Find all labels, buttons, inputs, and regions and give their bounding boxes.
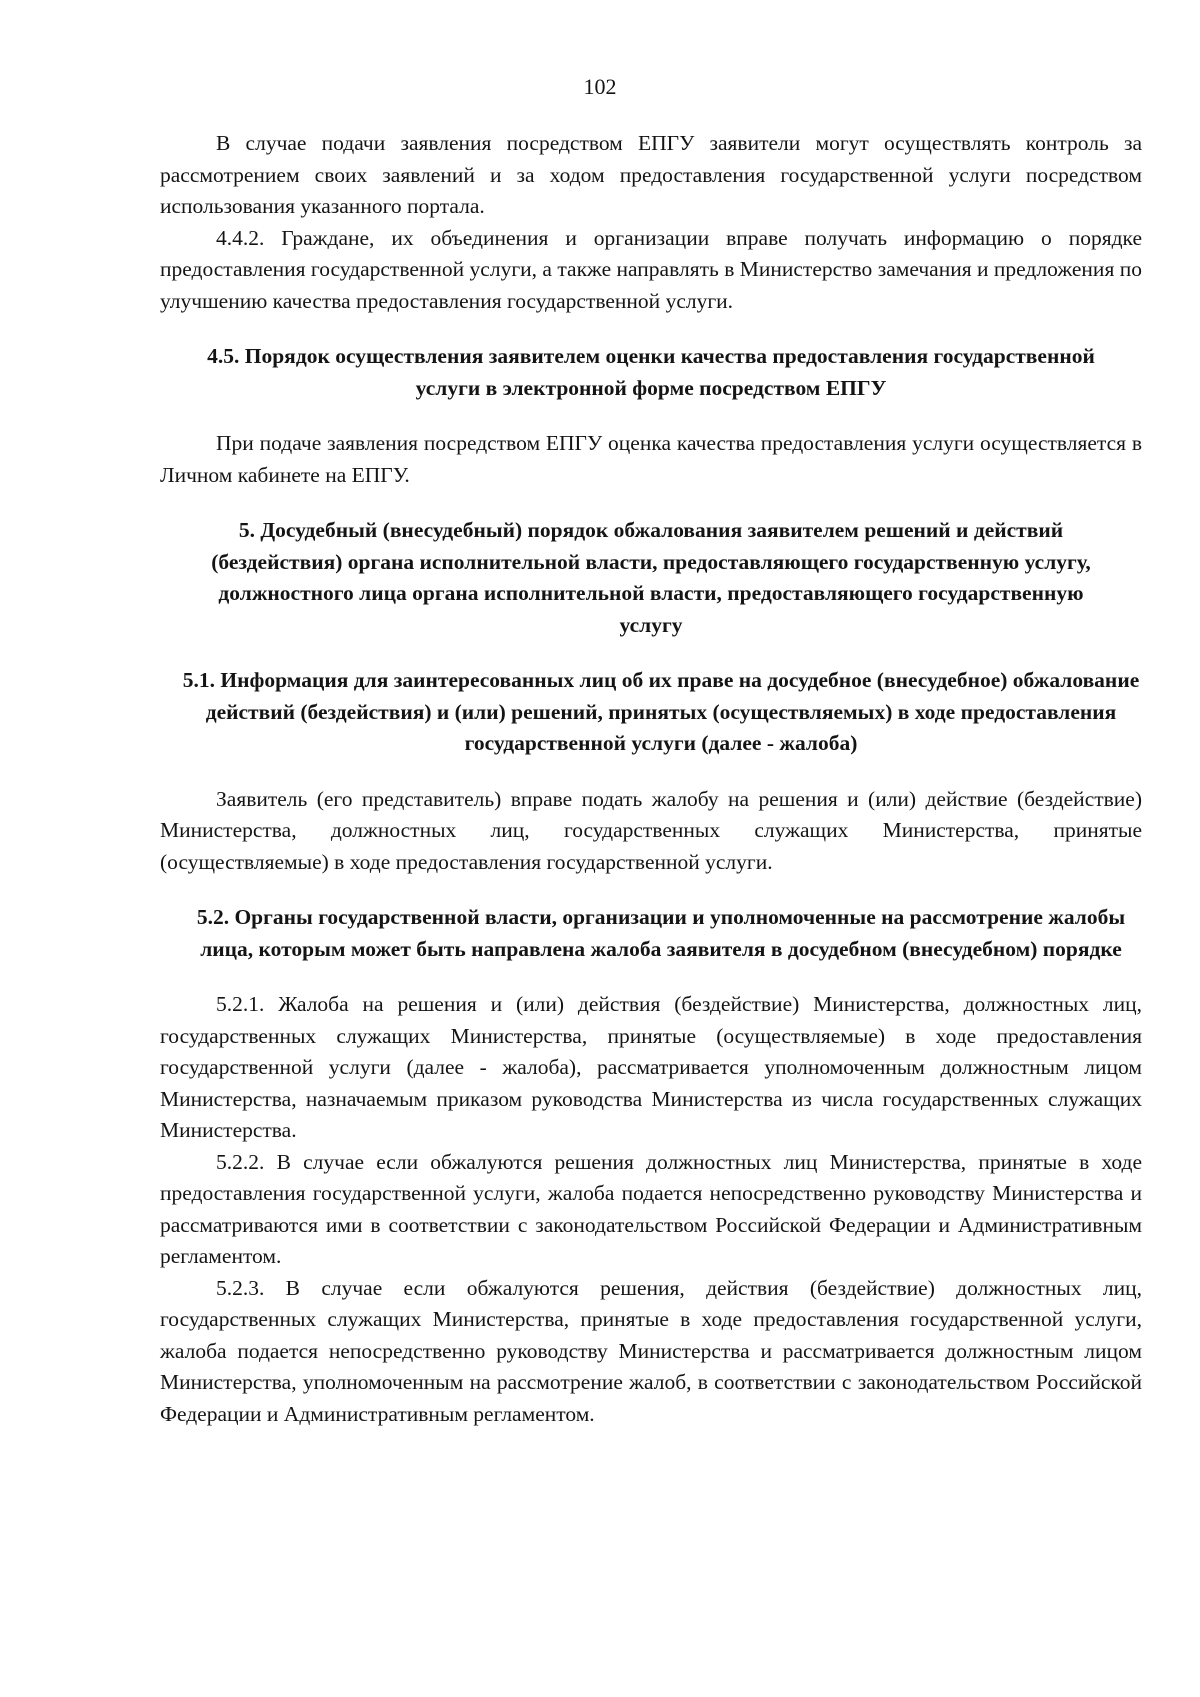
paragraph-5-2-1: 5.2.1. Жалоба на решения и (или) действия (бездействие) Министерства, должностных лиц, государственных служащих Министерства, принятые (осуществляемые) в ходе предоставления государственной услуги (далее - жалоба), рассматривается уполномоченным должностным лицом Министерства, назначаемым приказом руководства Министерства из числа государственных служащих Министерства. bbox=[160, 992, 1142, 1142]
paragraph-epgu-control: В случае подачи заявления посредством ЕПГУ заявители могут осуществлять контроль за рассмотрением своих заявлений и за ходом предоставления государственной услуги посредством использования указанного портала. bbox=[160, 131, 1142, 218]
paragraph-right-to-complain: Заявитель (его представитель) вправе подать жалобу на решения и (или) действие (бездействие) Министерства, должностных лиц, государственных служащих Министерства, принятые (осуществляемые) в ходе предоставления государственной услуги. bbox=[160, 786, 1142, 874]
heading-5-2: 5.2. Органы государственной власти, организации и уполномоченные на рассмотрение жалобы лица, которым может быть направлена жалоба заявителя в досудебном (внесудебном) порядке bbox=[196, 905, 1126, 961]
paragraph-5-2-3: 5.2.3. В случае если обжалуются решения, действия (бездействие) должностных лиц, государственных служащих Министерства, принятые в ходе предоставления государственной услуги, жалоба подается непосредственно руководству Министерства и рассматривается должностным лицом Министерства, уполномоченным на рассмотрение жалоб, в соответствии с законодательством Российской Федерации и Административным регламентом. bbox=[160, 1275, 1142, 1426]
heading-4-5: 4.5. Порядок осуществления заявителем оценки качества предоставления государственной услуги в электронной форме посредством ЕПГУ bbox=[207, 344, 1095, 400]
heading-5: 5. Досудебный (внесудебный) порядок обжалования заявителем решений и действий (бездействия) органа исполнительной власти, предоставляющего государственную услугу, должностного лица органа исполнительной власти, предоставляющего государственную услугу bbox=[211, 518, 1091, 637]
page-number: 102 bbox=[583, 74, 617, 99]
heading-5-1: 5.1. Информация для заинтересованных лиц об их праве на досудебное (внесудебное) обжалование действий (бездействия) и (или) решений, принятых (осуществляемых) в ходе предоставления государственной услуги (далее - жалоба) bbox=[182, 668, 1140, 755]
paragraph-4-4-2: 4.4.2. Граждане, их объединения и организации вправе получать информацию о порядке предоставления государственной услуги, а также направлять в Министерство замечания и предложения по улучшению качества предоставления государственной услуги. bbox=[160, 225, 1142, 313]
paragraph-5-2-2: 5.2.2. В случае если обжалуются решения должностных лиц Министерства, принятые в ходе предоставления государственной услуги, жалоба подается непосредственно руководству Министерства и рассматриваются ими в соответствии с законодательством Российской Федерации и Административным регламентом. bbox=[160, 1149, 1142, 1268]
document-body bbox=[160, 128, 1142, 1430]
paragraph-quality-assessment: При подаче заявления посредством ЕПГУ оценка качества предоставления услуги осуществляется в Личном кабинете на ЕПГУ. bbox=[160, 431, 1142, 487]
